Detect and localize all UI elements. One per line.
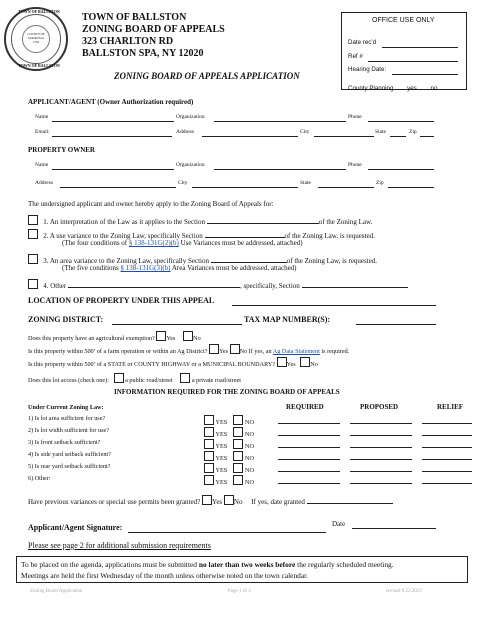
info-required-field[interactable] — [278, 471, 340, 472]
option-2-text: 2. A use variance to the Zoning Law, specifically Section — [43, 232, 203, 240]
info-no-label: NO — [244, 455, 254, 462]
signature-field[interactable] — [128, 532, 326, 533]
previous-variances-row — [28, 494, 393, 506]
county-planning-no-line[interactable] — [419, 80, 431, 90]
county-planning-yes-line[interactable] — [395, 80, 407, 90]
option-1-checkbox[interactable] — [28, 215, 38, 225]
info-row — [28, 463, 111, 470]
seal-text-bottom: TOWN OF BALLSTON — [18, 63, 60, 68]
info-row-label: 1) Is lot area sufficient for use? — [28, 415, 106, 422]
previous-yes-checkbox[interactable] — [202, 495, 212, 505]
notice-text-a: To be placed on the agenda, applications must be submitted — [21, 560, 197, 569]
info-row — [28, 415, 105, 422]
option-3-text: 3. An area variance to the Zoning Law, specifically Section — [43, 257, 209, 265]
hearing-date-label: Hearing Date: — [348, 66, 387, 73]
option-4-row — [28, 278, 408, 290]
applicant-phone-label: Phone — [348, 114, 362, 120]
info-row-label: 3) Is front setback sufficient? — [28, 439, 101, 446]
info-col-zoning: Under Current Zoning Law: — [28, 404, 104, 411]
date-received-line[interactable] — [382, 47, 458, 48]
tax-map-field[interactable] — [356, 324, 436, 325]
info-proposed-field[interactable] — [350, 435, 412, 436]
applicant-email-label: Email: — [35, 129, 50, 135]
applicant-city-field[interactable] — [314, 136, 374, 137]
date-received-label: Date rec’d — [348, 39, 377, 46]
owner-city-field[interactable] — [192, 187, 298, 188]
info-yes-checkbox[interactable] — [204, 427, 214, 437]
info-relief-field[interactable] — [422, 435, 472, 436]
address-line-2: BALLSTON SPA, NY 12020 — [82, 48, 204, 59]
option-2-checkbox[interactable] — [28, 229, 38, 239]
seal-center — [22, 25, 50, 53]
info-row — [28, 439, 100, 446]
info-required-field[interactable] — [278, 423, 340, 424]
seal-text-year: 1792 — [33, 40, 39, 44]
notice-text-b: the regularly scheduled meeting. — [297, 560, 394, 569]
info-proposed-field[interactable] — [350, 483, 412, 484]
info-no-label: NO — [244, 419, 254, 426]
info-relief-field[interactable] — [422, 471, 472, 472]
private-road-label: a private road/street — [191, 377, 241, 384]
question-lot-access — [28, 373, 241, 384]
owner-zip-label: Zip — [376, 180, 384, 186]
tax-map-label: TAX MAP NUMBER(S): — [244, 315, 331, 324]
option-2-conditions — [62, 239, 303, 247]
info-yes-checkbox[interactable] — [204, 451, 214, 461]
applicant-email-field[interactable] — [52, 136, 172, 137]
owner-phone-label: Phone — [348, 162, 362, 168]
ag-exemption-no-label: No — [193, 335, 201, 342]
applicant-address-label: Address — [176, 129, 195, 135]
option-3-code-link[interactable]: § 138-131G(3)(b) — [120, 264, 171, 272]
location-label: LOCATION OF PROPERTY UNDER THIS APPEAL — [28, 296, 215, 305]
info-row-label: 5) Is rear yard setback sufficient? — [28, 463, 111, 470]
info-no-checkbox[interactable] — [233, 427, 243, 437]
question-highway — [28, 357, 318, 368]
applicant-zip-label: Zip — [409, 129, 417, 135]
option-1-text: 1. An interpretation of the Law as it applies to the Section — [43, 218, 205, 226]
info-required-field[interactable] — [278, 435, 340, 436]
town-name: TOWN OF BALLSTON — [82, 12, 187, 23]
info-proposed-field[interactable] — [350, 471, 412, 472]
seal-text-top: TOWN OF BALLSTON — [18, 9, 60, 14]
owner-name-label: Name — [35, 162, 49, 168]
farm-operation-suffix: is required. — [321, 348, 350, 355]
applicant-city-label: City — [300, 129, 310, 135]
highway-yes-label: Yes — [286, 361, 296, 368]
owner-org-label: Organization — [176, 162, 205, 168]
option-3-cond-prefix: (The five conditions — [62, 264, 119, 272]
info-relief-field[interactable] — [422, 447, 472, 448]
info-row-yes-no — [204, 475, 254, 486]
county-planning-row — [348, 80, 437, 92]
option-2-suffix: of the Zoning Law, is requested. — [284, 232, 375, 240]
info-yes-label: YES — [215, 443, 228, 450]
seal-text-saratoga: SARATOGA — [28, 36, 44, 40]
farm-operation-no-text: No If yes, an — [239, 348, 272, 355]
zoning-district-label: ZONING DISTRICT: — [28, 315, 104, 324]
seal-text-county: COUNTY OF — [27, 32, 45, 36]
ag-data-statement-link[interactable]: Ag Data Statement — [272, 348, 320, 355]
owner-phone-field[interactable] — [368, 169, 434, 170]
footer-left: Zoning Board Application — [30, 589, 83, 594]
ag-exemption-yes-checkbox[interactable] — [156, 331, 166, 341]
applicant-zip-field[interactable] — [420, 136, 434, 137]
info-row-yes-no — [204, 415, 254, 426]
farm-operation-text: Is this property within 500’ of a farm operation or within an Ag District? — [28, 348, 208, 355]
option-3-suffix: of the Zoning Law, is requested. — [286, 257, 378, 265]
county-planning-label: County Planning — [348, 85, 394, 92]
option-4-suffix: , specifically, Section — [239, 282, 300, 290]
applicant-heading: APPLICANT/AGENT (Owner Authorization required) — [28, 98, 194, 106]
highway-no-label: No — [310, 361, 318, 368]
info-yes-label: YES — [215, 419, 228, 426]
notice-text-bold: no later than two weeks before — [198, 560, 296, 569]
applicant-name-label: Name — [35, 114, 49, 120]
owner-address-label: Address — [35, 180, 54, 186]
applicant-org-field[interactable] — [214, 121, 346, 122]
hearing-date-line[interactable] — [392, 74, 458, 75]
applicant-state-label: State — [375, 129, 386, 135]
highway-text: Is this property within 500’ of a STATE or COUNTY HIGHWAY or a MUNICIPAL BOUNDARY? — [28, 361, 276, 368]
info-required-field[interactable] — [278, 447, 340, 448]
county-planning-yes: yes — [407, 85, 417, 92]
info-no-label: NO — [244, 467, 254, 474]
info-title: INFORMATION REQUIRED FOR THE ZONING BOARD OF APPEALS — [114, 388, 340, 396]
option-4-other-field[interactable] — [68, 278, 240, 288]
page-2-note: Please see page 2 for additional submission requirements — [28, 541, 211, 550]
applicant-phone-field[interactable] — [368, 121, 434, 122]
info-relief-field[interactable] — [422, 423, 472, 424]
info-no-label: NO — [244, 431, 254, 438]
highway-no-checkbox[interactable] — [300, 357, 310, 367]
question-farm-operation — [28, 344, 349, 355]
previous-variances-text: Have previous variances or special use permits been granted? — [28, 498, 201, 506]
info-row — [28, 451, 111, 458]
info-relief-field[interactable] — [422, 483, 472, 484]
farm-operation-yes-checkbox[interactable] — [209, 344, 219, 354]
info-no-checkbox[interactable] — [233, 451, 243, 461]
info-yes-checkbox[interactable] — [204, 439, 214, 449]
zoning-district-field[interactable] — [112, 324, 242, 325]
info-row-yes-no — [204, 427, 254, 438]
info-yes-checkbox[interactable] — [204, 463, 214, 473]
info-col-proposed: PROPOSED — [360, 403, 399, 411]
info-yes-checkbox[interactable] — [204, 415, 214, 425]
option-4-text: 4. Other — [43, 282, 67, 290]
applicant-address-field[interactable] — [202, 136, 298, 137]
owner-zip-field[interactable] — [388, 187, 434, 188]
owner-city-label: City — [178, 180, 188, 186]
ag-exemption-yes-label: Yes — [166, 335, 176, 342]
info-proposed-field[interactable] — [350, 447, 412, 448]
farm-operation-no-checkbox[interactable] — [230, 344, 240, 354]
option-4-section-field[interactable] — [302, 278, 408, 288]
option-3-cond-suffix: Area Variances must be addressed, attached) — [171, 264, 297, 272]
info-no-checkbox[interactable] — [233, 463, 243, 473]
info-col-required: REQUIRED — [286, 403, 324, 411]
option-2-cond-prefix: (The four conditions of — [62, 239, 128, 247]
signature-date-label: Date — [332, 520, 346, 528]
info-proposed-field[interactable] — [350, 459, 412, 460]
lot-access-text: Does this lot access (check one): — [28, 377, 109, 384]
applicant-name-field[interactable] — [52, 121, 174, 122]
info-no-label: NO — [244, 443, 254, 450]
info-no-checkbox[interactable] — [233, 439, 243, 449]
public-road-checkbox[interactable] — [114, 373, 124, 383]
info-relief-field[interactable] — [422, 459, 472, 460]
town-seal — [4, 7, 68, 71]
applicant-state-field[interactable] — [390, 136, 406, 137]
info-yes-label: YES — [215, 479, 228, 486]
info-required-field[interactable] — [278, 459, 340, 460]
info-row — [28, 475, 51, 482]
owner-state-label: State — [300, 180, 311, 186]
private-road-checkbox[interactable] — [180, 373, 190, 383]
ag-exemption-no-checkbox[interactable] — [183, 331, 193, 341]
ref-line[interactable] — [368, 61, 458, 62]
owner-org-field[interactable] — [214, 169, 346, 170]
info-required-field[interactable] — [278, 483, 340, 484]
info-yes-checkbox[interactable] — [204, 475, 214, 485]
owner-name-field[interactable] — [52, 169, 174, 170]
info-yes-label: YES — [215, 467, 228, 474]
county-planning-no: no — [430, 85, 438, 92]
option-3-conditions — [62, 264, 297, 272]
previous-no-checkbox[interactable] — [224, 495, 234, 505]
info-yes-label: YES — [215, 431, 228, 438]
option-1-row — [28, 214, 372, 226]
owner-heading: PROPERTY OWNER — [28, 146, 95, 154]
info-no-label: NO — [244, 479, 254, 486]
info-row-label: 2) Is lot width sufficient for use? — [28, 427, 109, 434]
farm-operation-yes-label: Yes — [219, 348, 229, 355]
info-proposed-field[interactable] — [350, 423, 412, 424]
previous-date-label: If yes, date granted — [251, 498, 305, 506]
info-no-checkbox[interactable] — [233, 475, 243, 485]
info-row-yes-no — [204, 451, 254, 462]
info-row-label: 6) Other: — [28, 475, 51, 482]
previous-yes-label: Yes — [211, 498, 223, 506]
public-road-label: a public road/street — [125, 377, 173, 384]
location-field[interactable] — [232, 305, 436, 306]
office-use-title: OFFICE USE ONLY — [372, 17, 435, 24]
option-2-section-field[interactable] — [205, 228, 285, 238]
footer-revised: revised 9.22.2023 — [386, 589, 422, 594]
info-row-label: 4) Is side yard setback sufficient? — [28, 451, 111, 458]
option-3-section-field[interactable] — [211, 253, 287, 263]
question-ag-exemption — [28, 331, 201, 342]
highway-yes-checkbox[interactable] — [277, 357, 287, 367]
ref-label: Ref # — [348, 53, 363, 60]
option-2-cond-suffix: Use Variances must be addressed, attached) — [180, 239, 303, 247]
page-title: ZONING BOARD OF APPEALS APPLICATION — [114, 71, 300, 81]
option-2-code-link[interactable]: § 138-131G(2)(b) — [128, 239, 179, 247]
option-4-checkbox[interactable] — [28, 279, 38, 289]
owner-address-field[interactable] — [60, 187, 176, 188]
address-line-1: 323 CHARLTON RD — [82, 36, 174, 47]
applicant-org-label: Organization — [176, 114, 205, 120]
option-3-checkbox[interactable] — [28, 254, 38, 264]
info-no-checkbox[interactable] — [233, 415, 243, 425]
info-row — [28, 427, 109, 434]
agenda-notice-box — [16, 556, 468, 583]
ag-exemption-text: Does this property have an agricultural exemption? — [28, 335, 155, 342]
notice-text-line2: Meetings are held the first Wednesday of the month unless otherwise noted on the town calendar. — [21, 571, 309, 580]
signature-date-field[interactable] — [352, 528, 436, 529]
option-1-section-field[interactable] — [207, 214, 319, 224]
board-name: ZONING BOARD OF APPEALS — [82, 24, 225, 35]
previous-no-label: No — [233, 498, 243, 506]
info-row-yes-no — [204, 439, 254, 450]
intro-text: The undersigned applicant and owner hereby apply to the Zoning Board of Appeals for: — [28, 200, 274, 208]
owner-state-field[interactable] — [318, 187, 374, 188]
previous-date-field[interactable] — [307, 494, 393, 504]
info-col-relief: RELIEF — [437, 403, 464, 411]
office-use-box — [341, 12, 467, 90]
option-1-suffix: of the Zoning Law. — [318, 218, 373, 226]
signature-label: Applicant/Agent Signature: — [28, 523, 123, 532]
info-row-yes-no — [204, 463, 254, 474]
info-yes-label: YES — [215, 455, 228, 462]
footer-page: Page 1 of 3 — [228, 589, 251, 594]
